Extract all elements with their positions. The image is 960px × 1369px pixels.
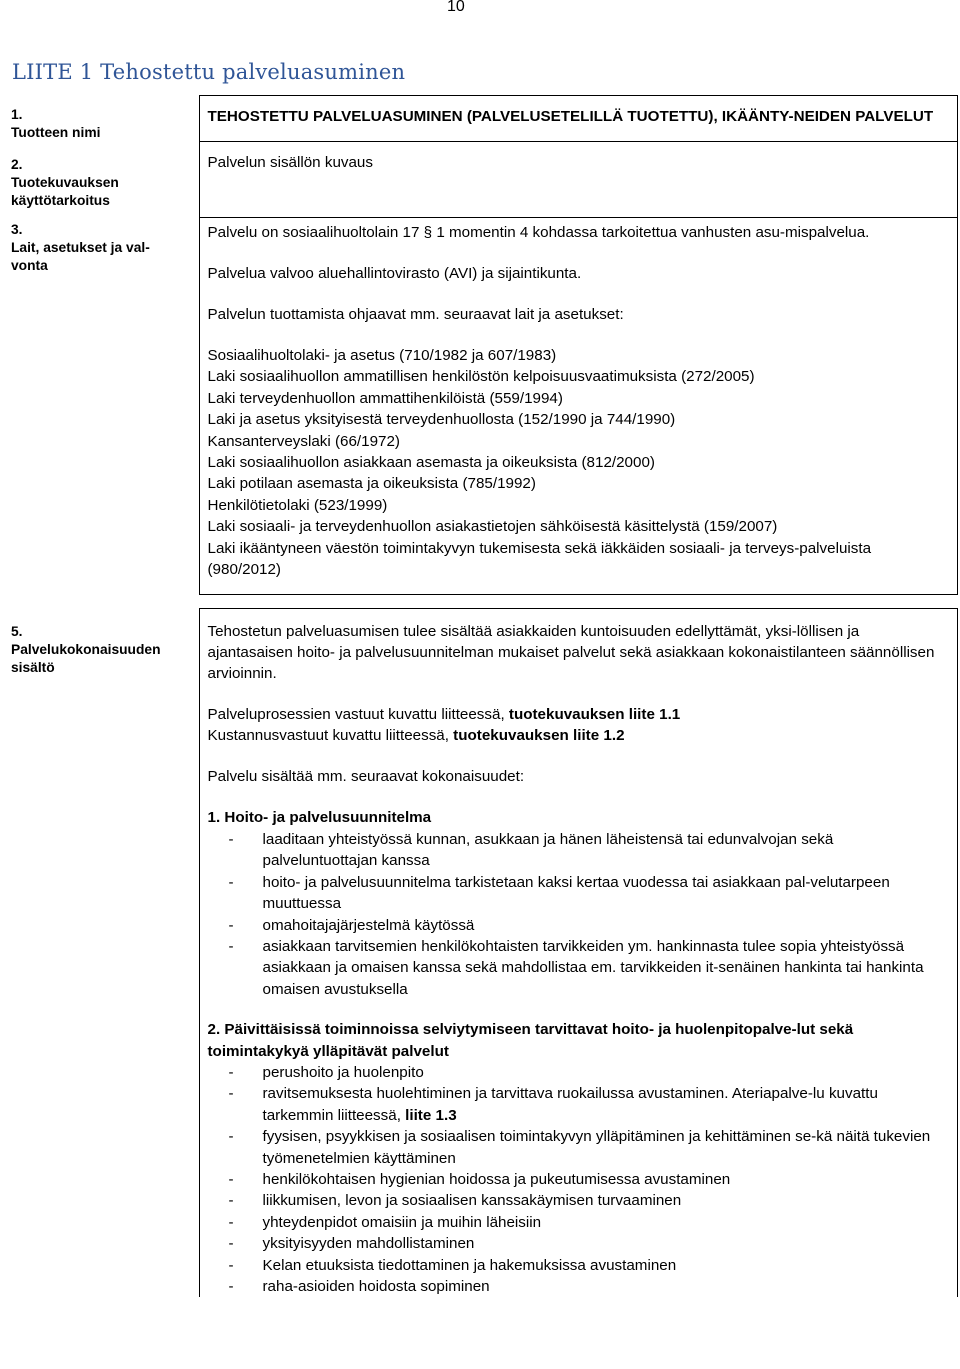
law-item: Kansanterveyslaki (66/1972) [207,432,400,450]
reference-line [208,704,938,725]
section-list [208,829,938,1000]
law-item: Sosiaalihuoltolaki- ja asetus (710/1982 ja 607/1983) [207,347,557,364]
row-number: 2. [11,156,23,172]
law-item: Laki sosiaalihuollon asiakkaan asemasta ja oikeuksista (812/2000) [207,454,655,472]
row-service-content [5,609,958,1297]
list-item: - liikkumisen, levon ja sosiaalisen kanssakäymisen turvaaminen [228,1192,682,1210]
reference-text: Kustannusvastuut kuvattu liitteessä, [207,727,454,745]
list-item: - hoito- ja palvelusuunnitelma tarkistetaan kaksi kertaa vuodessa tai asiakkaan pal-velutarpeen muuttuessa [228,873,890,913]
reference-line [208,725,938,746]
row-label-text: Tuotekuvauksen [11,174,119,190]
supervision-paragraph: Palvelua valvoo aluehallintovirasto (AVI) ja sijaintikunta. [207,265,582,282]
page-number: 10 [447,0,465,15]
reference-text: Palveluprosessien vastuut kuvattu liitteessä, [207,706,509,724]
law-item: Henkilötietolaki (523/1999) [207,496,388,514]
law-item: Laki potilaan asemasta ja oikeuksista (785/1992) [207,475,536,493]
section-title: 1. Hoito- ja palvelusuunnitelma [207,809,432,827]
service-lead: Palvelu sisältää mm. seuraavat kokonaisuudet: [207,768,525,786]
law-paragraph: Palvelu on sosiaalihuoltolain 17 § 1 momentin 4 kohdassa tarkoitettua vanhusten asu-mispalvelua. [207,224,870,241]
row-label [5,218,199,595]
purpose-text: Palvelun sisällön kuvaus [207,154,373,171]
law-item: Laki sosiaali- ja terveydenhuollon asiakastietojen sähköisestä käsittelystä (159/2007) [207,518,778,536]
reference-appendix: tuotekuvauksen liite 1.1 [508,706,681,724]
section-list [208,1062,938,1297]
list-item: - laaditaan yhteistyössä kunnan, asukkaan ja hänen läheistensä tai edunvalvojan sekä palveluntuottajan kanssa [228,830,834,870]
row-label-text: Lait, asetukset ja val- [11,239,150,255]
row-number: 5. [11,623,23,639]
reference-appendix: tuotekuvauksen liite 1.2 [453,727,625,745]
list-item: - raha-asioiden hoidosta sopiminen [228,1278,490,1295]
list-item: - fyysisen, psyykkisen ja sosiaalisen toimintakyvyn ylläpitäminen ja kehittäminen se-kä näitä tukevien työmenetelmien käyttäminen [228,1128,931,1167]
row-label [5,96,199,142]
list-item: - yhteydenpidot omaisiin ja muihin läheisiin [228,1213,542,1231]
law-item: Laki terveydenhuollon ammattihenkilöistä (559/1994) [207,389,563,407]
law-item: Laki ikääntyneen väestön toimintakyvyn tukemisesta sekä iäkkäiden sosiaali- ja terveys-palveluista (980/2012) [207,539,872,579]
row-content [199,609,958,1297]
row-product-name [5,96,958,142]
law-list [208,345,938,580]
row-laws [5,218,958,595]
row-label [5,609,199,1297]
laws-intro: Palvelun tuottamista ohjaavat mm. seuraavat lait ja asetukset: [207,306,624,323]
row-label-text: Tuotteen nimi [11,124,101,140]
row-label-text: sisältö [11,659,55,675]
list-item: - perushoito ja huolenpito [228,1063,424,1081]
list-item: - asiakkaan tarvitsemien henkilökohtaisten tarvikkeiden ym. hankinnasta tulee sopia yhteistyössä asiakkaan ja omaisen kanssa sekä mahdollistaa em. tarvikkeiden it-senäinen hankinta tai hankinta omaisen avustuksella [228,937,924,998]
section-title: 2. Päivittäisissä toiminnoissa selviytymiseen tarvittavat hoito- ja huolenpitopalve-lut sekä toimintakykyä ylläpitävät palvelut [207,1021,854,1060]
list-item: - henkilökohtaisen hygienian hoidossa ja pukeutumisessa avustaminen [228,1170,731,1188]
product-description-table [5,95,958,1297]
list-item: - omahoitajajärjestelmä käytössä [228,916,475,934]
row-label [5,142,199,218]
row-label-text: vonta [11,257,48,273]
row-number: 1. [11,106,23,122]
row-content [199,142,958,218]
service-intro: Tehostetun palveluasumisen tulee sisältää asiakkaiden kuntoisuuden edellyttämät, yksi-löllisen ja ajantasaisen hoito- ja palvelusuunnitelman mukaiset palvelut sekä asiakkaan kokonaistilanteen säännöllisen arvioinnin. [207,623,935,683]
row-number: 3. [11,221,23,237]
document-title: LIITE 1 Tehostettu palveluasuminen [12,60,406,84]
list-item: - yksityisyyden mahdollistaminen [228,1235,475,1253]
row-content [199,218,958,595]
row-purpose [5,142,958,218]
product-name-text: TEHOSTETTU PALVELUASUMINEN (PALVELUSETELILLÄ TUOTETTU), IKÄÄNTY-NEIDEN PALVELUT [207,108,934,125]
row-label-text: käyttötarkoitus [11,192,110,208]
list-item: - ravitsemuksesta huolehtiminen ja tarvittava ruokailussa avustaminen. Ateriapalve-lu kuvattu tarkemmin liitteessä, liite 1.3 [228,1085,878,1124]
row-label-text: Palvelukokonaisuuden [11,641,161,657]
row-content [199,96,958,142]
law-item: Laki ja asetus yksityisestä terveydenhuollosta (152/1990 ja 744/1990) [207,411,676,429]
list-item: - Kelan etuuksista tiedottaminen ja hakemuksissa avustaminen [228,1256,677,1274]
law-item: Laki sosiaalihuollon ammatillisen henkilöstön kelpoisuusvaatimuksista (272/2005) [207,368,755,386]
